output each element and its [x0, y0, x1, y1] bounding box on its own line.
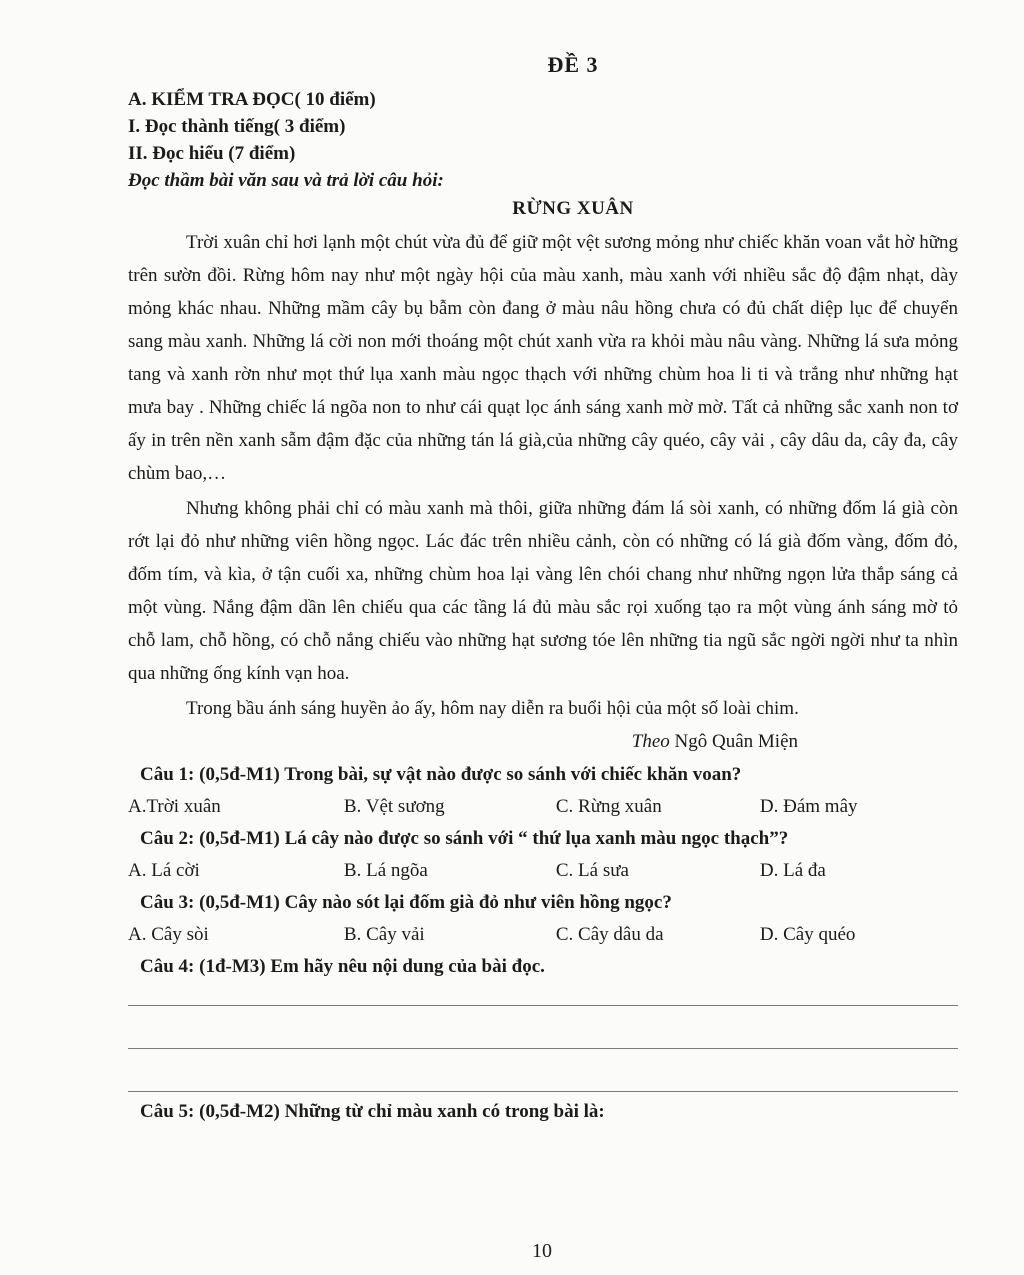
question-2: Câu 2: (0,5đ-M1) Lá cây nào được so sánh với “ thứ lụa xanh màu ngọc thạch”? [140, 828, 789, 849]
page-content [128, 52, 958, 1128]
question-5: Câu 5: (0,5đ-M2) Những từ chỉ màu xanh có trong bài là: [140, 1101, 605, 1122]
section-ii-heading: II. Đọc hiểu (7 điểm) [128, 143, 296, 164]
question-2-option-d[interactable]: D. Lá đa [759, 860, 826, 881]
page-number: 10 [532, 1240, 552, 1262]
story-paragraph-2: Nhưng không phải chỉ có màu xanh mà thôi, giữa những đám lá sòi xanh, có những đốm lá già còn rớt lại đỏ như những viên hồng ngọc. Lác đác trên nhiều cảnh, còn có những có lá già đốm vàng, đốm đỏ, đốm tím, và kìa, ở tận cuối xa, những chùm hoa lại vàng lên chói chang như những ngọn lửa thắp sáng cả một vùng. Nắng đậm dần lên chiếu qua các tầng lá đủ màu sắc rọi xuống tạo ra một vùng ánh sáng mờ tỏ chỗ lam, chỗ hồng, có chỗ nắng chiếu vào những hạt sương tóe lên những tia ngũ sắc ngời ngời như ta nhìn qua những ống kính vạn hoa. [128, 498, 958, 684]
author-prefix: Theo [631, 731, 670, 752]
question-3-option-c[interactable]: C. Cây dâu da [555, 924, 664, 945]
question-1-option-d[interactable]: D. Đám mây [759, 796, 858, 817]
question-1-options [128, 791, 958, 823]
section-i-heading: I. Đọc thành tiếng( 3 điểm) [128, 116, 346, 137]
question-3: Câu 3: (0,5đ-M1) Cây nào sót lại đốm già đỏ như viên hồng ngọc? [140, 892, 672, 913]
question-1-option-a[interactable]: A.Trời xuân [128, 796, 221, 817]
question-2-options [128, 855, 958, 887]
story-title: RỪNG XUÂN [512, 198, 634, 219]
answer-line-2[interactable] [128, 1048, 958, 1049]
question-2-option-b[interactable]: B. Lá ngõa [343, 860, 428, 881]
author-credit [128, 725, 958, 759]
question-3-option-b[interactable]: B. Cây vải [343, 924, 425, 945]
answer-line-1[interactable] [128, 1005, 958, 1006]
question-1: Câu 1: (0,5đ-M1) Trong bài, sự vật nào được so sánh với chiếc khăn voan? [140, 764, 742, 785]
question-3-option-d[interactable]: D. Cây quéo [759, 924, 856, 945]
author-name: Ngô Quân Miện [669, 731, 798, 752]
story-paragraph-1: Trời xuân chỉ hơi lạnh một chút vừa đủ để giữ một vệt sương mỏng như chiếc khăn voan vắt hờ hững trên sườn đồi. Rừng hôm nay như một ngày hội của màu xanh, màu xanh với nhiều sắc độ đậm nhạt, dày mỏng khác nhau. Những mầm cây bụ bẫm còn đang ở màu nâu hồng chưa có đủ chất diệp lục để chuyển sang màu xanh. Những lá cời non mới thoáng một chút xanh vừa ra khỏi màu nâu vàng. Những lá sưa mỏng tang và xanh rờn như mọt thứ lụa xanh màu ngọc thạch với những chùm hoa li ti và trắng như những hạt mưa bay . Những chiếc lá ngõa non to như cái quạt lọc ánh sáng xanh mờ mờ. Tất cả những sắc xanh non tơ ấy in trên nền xanh sẫm đậm đặc của những tán lá già,của những cây quéo, cây vải , cây dâu da, cây đa, cây chùm bao,… [128, 232, 958, 484]
page-title: ĐỀ 3 [547, 52, 599, 77]
question-2-option-c[interactable]: C. Lá sưa [555, 860, 629, 881]
question-1-option-c[interactable]: C. Rừng xuân [555, 796, 662, 817]
section-a-heading: A. KIỂM TRA ĐỌC( 10 điểm) [128, 89, 376, 110]
question-4: Câu 4: (1đ-M3) Em hãy nêu nội dung của bài đọc. [140, 956, 545, 977]
instruction-text: Đọc thầm bài văn sau và trả lời câu hỏi: [128, 170, 444, 191]
story-paragraph-3: Trong bầu ánh sáng huyền ảo ấy, hôm nay diễn ra buổi hội của một số loài chim. [186, 698, 799, 719]
question-3-options [128, 919, 958, 951]
question-1-option-b[interactable]: B. Vệt sương [343, 796, 445, 817]
question-2-option-a[interactable]: A. Lá cời [128, 860, 200, 881]
question-3-option-a[interactable]: A. Cây sòi [128, 924, 209, 945]
answer-line-3[interactable] [128, 1091, 958, 1092]
